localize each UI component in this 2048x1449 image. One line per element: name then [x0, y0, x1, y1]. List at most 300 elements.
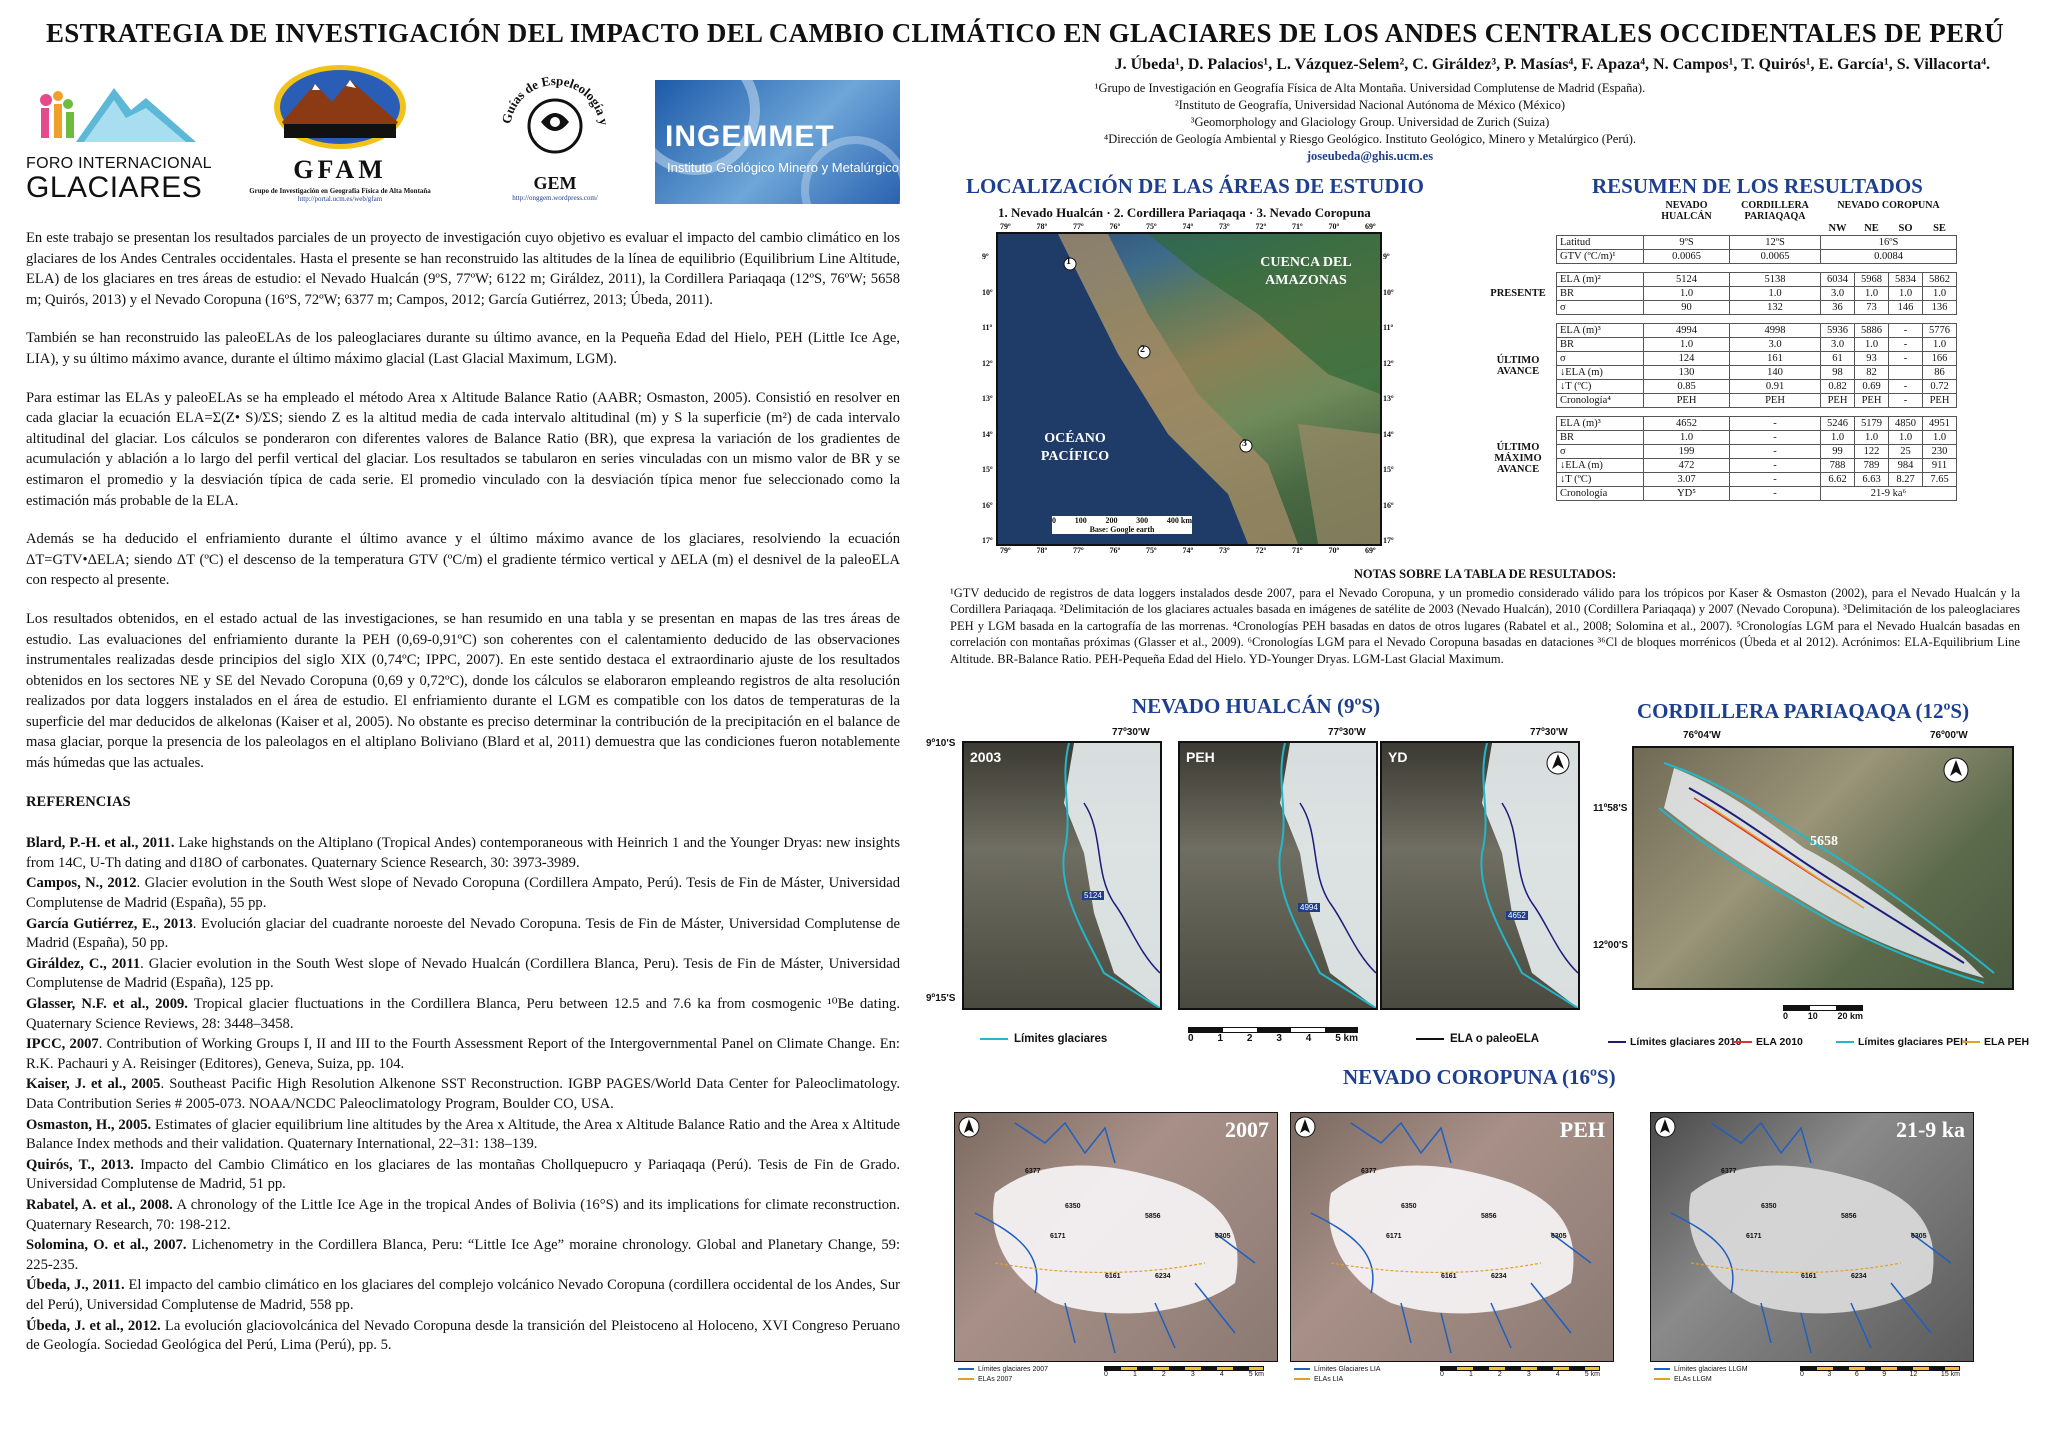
- legend-label: Límites glaciares 2010: [1630, 1036, 1742, 1048]
- hualcan-title: NEVADO HUALCÁN (9ºS): [1132, 694, 1381, 718]
- latitude-tick-right: 15º: [1383, 465, 1394, 474]
- scale-tick: 3: [1190, 1371, 1195, 1378]
- hualcan-lat-top: 9º10'S: [926, 738, 956, 749]
- table-cell: PRESENTE: [1490, 288, 1546, 299]
- mountain-icon: [26, 70, 216, 150]
- longitude-tick-bottom: 76º: [1109, 546, 1121, 555]
- affiliation-2: ²Instituto de Geografía, Universidad Nacional Autónoma de México (México): [1174, 98, 1566, 112]
- table-cell: [1557, 222, 1644, 236]
- scale-tick: 200: [1105, 516, 1118, 525]
- scale-tick: 0: [1104, 1371, 1108, 1378]
- table-row: [1480, 236, 1957, 250]
- reference-text: . Evolución glaciar del cuadrante noroeste del Nevado Coropuna. Tesis de Fin de Máster, Universidad Complutense de Madrid (España), 50 pp.: [26, 915, 900, 952]
- foro-line2: GLACIARES: [26, 171, 203, 204]
- pariaqaqa-legend-item: [1734, 1036, 1803, 1048]
- map-scale: [1052, 516, 1192, 534]
- affiliation-4: ⁴Dirección de Geología Ambiental y Riesgo Geológico. Instituto Geológico, Minero y Metalúrgico (Perú).: [1103, 132, 1637, 146]
- table-cell: -: [1730, 445, 1821, 459]
- table-cell: 1.0: [1923, 431, 1957, 445]
- coropuna-peak-label: 6171: [1050, 1233, 1066, 1240]
- longitude-tick-top: 78º: [1036, 222, 1048, 231]
- table-cell: -: [1730, 417, 1821, 431]
- table-cell: 132: [1730, 301, 1821, 315]
- reference-item: [26, 1075, 900, 1114]
- legend-item: [1294, 1375, 1381, 1385]
- hualcan-legend-limits: [980, 1033, 1107, 1045]
- reference-text: Tropical glacier fluctuations in the Cordillera Blanca, Peru between 12.5 and 7.6 ka from cosmogenic ¹⁰Be dating. Quaternary Science Reviews, 28: 3448–3458.: [26, 996, 901, 1032]
- table-cell: 472: [1644, 459, 1730, 473]
- table-row: [1480, 250, 1957, 264]
- table-cell: NW: [1828, 223, 1847, 234]
- legend-label: ELA 2010: [1756, 1036, 1803, 1048]
- reference-text: A chronology of the Little Ice Age in the tropical Andes of Bolivia (16°S) and its implications for climate reconstruction. Quaternary Research, 70: 198-212.: [26, 1196, 901, 1233]
- table-cell: Latitud: [1557, 236, 1644, 250]
- reference-authors: Kaiser, J. et al., 2005: [26, 1076, 161, 1093]
- longitude-tick-top: 74º: [1182, 222, 1194, 231]
- pariaqaqa-legend-item: [1962, 1036, 2029, 1048]
- table-cell: 1.0: [1644, 338, 1730, 352]
- scale-tick: 20 km: [1837, 1011, 1863, 1021]
- pariaqaqa-title: CORDILLERA PARIAQAQA (12ºS): [1637, 699, 1970, 723]
- table-notes: [950, 566, 2020, 668]
- reference-text: . Glacier evolution in the South West slope of Nevado Coropuna (Cordillera Ampato, Perú). Tesis de Fin de Máster, Universidad Complutense de Madrid (España), 55 pp.: [26, 875, 900, 912]
- longitude-tick-top: 69º: [1365, 222, 1376, 231]
- reference-text: La evolución glaciovolcánica del Nevado Coropuna desde la transición del Pleistoceno al Holoceno, XVI Congreso Peruano de Geología. Sociedad Geológica del Perú, Lima (Perú), pp. 5.: [26, 1317, 901, 1354]
- table-cell: 4850: [1889, 417, 1923, 431]
- ingemmet-logo: [655, 80, 900, 204]
- reference-authors: Campos, N., 2012: [26, 875, 137, 892]
- table-cell: 7.65: [1923, 473, 1957, 487]
- table-cell: 1.0: [1923, 287, 1957, 301]
- hualcan-map-panel: [962, 741, 1162, 1010]
- longitude-tick-bottom: 75º: [1146, 546, 1157, 555]
- scale-tick: 400 km: [1166, 516, 1192, 525]
- longitude-tick-bottom: 73º: [1219, 546, 1230, 555]
- paragraph-paleoela: También se han reconstruido las paleoELAs de los paleoglaciares durante su último avance, en la Pequeña Edad del Hielo, PEH (Little Ice Age, LIA), y su último máximo avance, durante el último máximo glacial (Last Glacial Maximum, LGM).: [26, 330, 900, 367]
- reference-authors: Osmaston, H., 2005.: [26, 1116, 152, 1133]
- table-cell: 1.0: [1855, 287, 1889, 301]
- legend-line-icon: [1962, 1041, 1980, 1043]
- paragraph-results: Los resultados obtenidos, en el estado actual de las investigaciones, se han resumido en una tabla y se presentan en mapas de las tres áreas de estudio. Las evaluaciones del enfriamiento durante la PEH (0,69-0,91ºC) son coherentes con el calentamiento deducido de las observaciones instrumentales realizadas desde principios del siglo XIX (0,74ºC; IPPC, 2007). En este sentido destaca el extraordinario ajuste de los resultados obtenidos en los sectores NE y SE del Nevado Coropuna (0,69 y 0,72ºC), donde los cálculos se elaboraron empleando registros de alta resolución realizados por data loggers instalados en el área de estudio. El enfriamiento durante el LGM es compatible con los datos de temperaturas de la superficie del mar deducidos de alkelonas (Kaiser et al, 2005). No obstante es preciso determinar la contribución de la precipitación en el balance de masa glaciar, porque la presencia de los paleolagos en el altiplano Boliviano (Blard et al, 2011) demuestra que las condiciones fueron notablemente más húmedas que las actuales.: [26, 610, 900, 772]
- legend-line-icon: [1654, 1378, 1670, 1380]
- scale-ticks: [1104, 1371, 1264, 1378]
- coropuna-peak-label: 6171: [1746, 1233, 1762, 1240]
- coropuna-map-panel: [1650, 1112, 1974, 1362]
- location-map: [996, 232, 1382, 546]
- gfam-subtitle: Grupo de Investigación en Geografía Física de Alta Montaña: [249, 187, 431, 195]
- table-cell: -: [1889, 352, 1923, 366]
- table-cell: 5776: [1923, 324, 1957, 338]
- table-cell: 90: [1644, 301, 1730, 315]
- scale-tick: 5 km: [1335, 1033, 1358, 1044]
- table-cell: ELA (m)³: [1557, 324, 1644, 338]
- scale-ticks: [1800, 1371, 1960, 1378]
- hualcan-ela-label: 4652: [1508, 911, 1526, 920]
- legend-line-icon: [1734, 1041, 1752, 1043]
- hualcan-scale: [1188, 1027, 1358, 1044]
- latitude-tick-left: 15º: [982, 465, 993, 474]
- table-cell: CORDILLERA PARIAQAQA: [1741, 200, 1809, 222]
- scale-tick: 1: [1468, 1371, 1473, 1378]
- reference-text: Lake highstands on the Altiplano (Tropical Andes) contemporaneous with Heinrich 1 and the Younger Dryas: new insights from 14C, U-Th dating and d18O of carbonates. Quaternary Science Research, 30: 3973-3989.: [26, 835, 900, 871]
- reference-item: [26, 1196, 900, 1235]
- reference-text: El impacto del cambio climático en los glaciares del complejo volcánico Nevado Coropuna (cordillera occidental de los Andes, Sur del Perú), Universidad Complutense de Madrid, 558 pp.: [26, 1277, 900, 1313]
- longitude-tick-bottom: 72º: [1255, 546, 1267, 555]
- scale-tick: 100: [1074, 516, 1087, 525]
- table-cell: 86: [1923, 366, 1957, 380]
- table-row: [1480, 222, 1957, 236]
- table-cell: 21-9 ka⁶: [1821, 487, 1957, 501]
- longitude-tick-top: 72º: [1255, 222, 1267, 231]
- table-cell: 130: [1644, 366, 1730, 380]
- table-cell: 124: [1644, 352, 1730, 366]
- table-cell: 911: [1923, 459, 1957, 473]
- reference-text: . Glacier evolution in the South West slope of Nevado Hualcán (Cordillera Blanca, Peru). Tesis de Fin de Máster, Universidad Complutense de Madrid (España), 125 pp.: [26, 955, 900, 992]
- pariaqaqa-lon-2: 76º00'W: [1930, 730, 1968, 741]
- table-cell: [1480, 200, 1557, 222]
- legend-item: [958, 1375, 1048, 1385]
- table-cell: 1.0: [1644, 287, 1730, 301]
- table-cell: SO: [1898, 223, 1913, 234]
- table-cell: -: [1730, 459, 1821, 473]
- table-cell: GTV (ºC/m)¹: [1557, 250, 1644, 264]
- legend-label: ELAs LLGM: [1674, 1376, 1712, 1383]
- scale-tick: 0: [1783, 1011, 1789, 1021]
- gem-arc-text: Guías de Espeleología y: [498, 72, 612, 127]
- longitude-tick-bottom: 77º: [1073, 546, 1084, 555]
- foro-line1: FORO INTERNACIONAL: [26, 155, 212, 172]
- pariaqaqa-lat-1: 11º58'S: [1593, 803, 1628, 814]
- map-point-1: 1: [1066, 256, 1071, 267]
- table-cell: 0.91: [1730, 380, 1821, 394]
- longitude-tick-top: 75º: [1146, 222, 1157, 231]
- table-cell: [1480, 315, 1923, 324]
- scale-ticks: [1188, 1033, 1358, 1044]
- coropuna-legend: [1294, 1365, 1381, 1385]
- longitude-tick-top: 79º: [1000, 222, 1011, 231]
- table-cell: [1557, 200, 1644, 222]
- notes-text: ¹GTV deducido de registros de data loggers instalados desde 2007, para el Nevado Coropuna, y un promedio considerado válido para los trópicos por Kaser & Osmaston (2002), para el Nevado Hualcán y la Cordillera Pariaqaqa. ²Delimitación de los glaciares actuales basada en imágenes de satélite de 2003 (Nevado Hualcán), 2010 (Cordillera Pariaqaqa) y 2007 (Nevado Coropuna). ³Delimitación de los paleoglaciares PEH y LGM basada en la cartografía de las morrenas. ⁴Cronologías PEH basadas en datos de otros lugares (Rabatel et al., 2008; Solomina et al., 2007). ⁵Cronologías LGM para el Nevado Hualcán basadas en correlación con montañas próximas (Glasser et al., 2009). ⁶Cronologías LGM para el Nevado Coropuna basadas en dataciones ³⁶Cl de bloques morrénicos (Úbeda et al 2012). Acrónimos: ELA-Equilibrium Line Altitude. BR-Balance Ratio. PEH-Pequeña Edad del Hielo. YD-Younger Dryas. LGM-Last Glacial Maximum.: [950, 585, 2020, 666]
- scale-tick: 4: [1555, 1371, 1560, 1378]
- coropuna-peak-label: 5856: [1841, 1213, 1857, 1220]
- table-row: [1480, 315, 1957, 324]
- pariaqaqa-scale: [1783, 1005, 1863, 1021]
- coropuna-map-panel: [1290, 1112, 1614, 1362]
- label-oceano: OCÉANO PACÍFICO: [1040, 431, 1110, 464]
- table-cell: 98: [1821, 366, 1855, 380]
- coropuna-peak-label: 6305: [1911, 1233, 1927, 1240]
- legend-label: Límites glaciares: [1014, 1033, 1108, 1045]
- scale-tick: 0: [1052, 516, 1056, 525]
- table-cell: SE: [1933, 223, 1946, 234]
- table-cell: 99: [1821, 445, 1855, 459]
- coropuna-peak-label: 6350: [1401, 1203, 1417, 1210]
- scale-tick: 0: [1188, 1033, 1194, 1044]
- map-base-credit: Base: Google earth: [1089, 525, 1155, 534]
- scale-ticks: [1783, 1011, 1863, 1021]
- table-cell: [1889, 366, 1923, 380]
- table-cell: PEH: [1730, 394, 1821, 408]
- table-cell: 8.27: [1889, 473, 1923, 487]
- coropuna-scale: [1440, 1366, 1600, 1378]
- table-cell: 230: [1923, 445, 1957, 459]
- longitude-tick-top: 70º: [1328, 222, 1340, 231]
- scale-tick: 10: [1807, 1011, 1818, 1021]
- table-row: [1480, 417, 1957, 431]
- table-cell: 788: [1821, 459, 1855, 473]
- table-cell: BR: [1557, 431, 1644, 445]
- table-cell: 0.69: [1855, 380, 1889, 394]
- table-cell: ÚLTIMO AVANCE: [1496, 354, 1540, 377]
- legend-line-icon: [958, 1368, 974, 1370]
- table-cell: 6.62: [1821, 473, 1855, 487]
- hualcan-panel-label: 2003: [970, 749, 1002, 765]
- legend-line-icon: [958, 1378, 974, 1380]
- coropuna-peak-label: 5856: [1145, 1213, 1161, 1220]
- table-cell: ELA (m)²: [1557, 273, 1644, 287]
- authors: J. Úbeda¹, D. Palacios¹, L. Vázquez-Selem², C. Giráldez³, P. Masías⁴, F. Apaza⁴, N. Campos¹, T. Quirós¹, E. García¹, S. Villacorta⁴.: [1114, 56, 1990, 73]
- hualcan-glacier-outline-icon: [964, 743, 1160, 1008]
- longitude-tick-bottom: 70º: [1328, 546, 1340, 555]
- table-cell: 3.0: [1821, 287, 1855, 301]
- legend-label: Límites glaciares LLGM: [1674, 1366, 1748, 1373]
- reference-list: [26, 834, 900, 1355]
- scale-tick: 5 km: [1248, 1371, 1264, 1378]
- reference-item: [26, 874, 900, 913]
- table-cell: 122: [1855, 445, 1889, 459]
- legend-label: Límites Glaciares LIA: [1314, 1366, 1381, 1373]
- reference-authors: Úbeda, J. et al., 2012.: [26, 1317, 161, 1334]
- table-cell: 4998: [1730, 324, 1821, 338]
- coropuna-panel-label: 21-9 ka: [1895, 1117, 1965, 1142]
- table-cell: ↓T (ºC): [1557, 473, 1644, 487]
- scale-tick: 2: [1161, 1371, 1166, 1378]
- pariaqaqa-map: [1632, 746, 2014, 990]
- coropuna-peak-label: 6161: [1801, 1273, 1817, 1280]
- coropuna-title: NEVADO COROPUNA (16ºS): [1343, 1065, 1616, 1089]
- table-cell: [1480, 250, 1557, 264]
- table-cell: 136: [1923, 301, 1957, 315]
- hualcan-lon: 77º30'W: [1112, 727, 1150, 738]
- table-cell: NEVADO HUALCÁN: [1661, 200, 1712, 222]
- coropuna-peak-label: 6171: [1386, 1233, 1402, 1240]
- reference-item: [26, 1116, 900, 1155]
- notes-title: NOTAS SOBRE LA TABLA DE RESULTADOS:: [1353, 567, 1617, 581]
- coropuna-map-panel: [954, 1112, 1278, 1362]
- table-cell: 1.0: [1855, 338, 1889, 352]
- table-cell: 25: [1889, 445, 1923, 459]
- scale-tick: 4: [1305, 1033, 1312, 1044]
- reference-authors: Glasser, N.F. et al., 2009.: [26, 996, 188, 1012]
- table-cell: ↓ELA (m): [1557, 459, 1644, 473]
- legend-line-icon: [1654, 1368, 1670, 1370]
- reference-authors: Rabatel, A. et al., 2008.: [26, 1196, 173, 1213]
- table-cell: [1480, 264, 1923, 273]
- hualcan-legend-ela: [1416, 1033, 1539, 1045]
- hualcan-glacier-outline-icon: [1180, 743, 1376, 1008]
- scale-tick: 12: [1909, 1371, 1918, 1378]
- table-cell: BR: [1557, 287, 1644, 301]
- table-cell: [1480, 408, 1923, 417]
- ingemmet-subtitle: Instituto Geológico Minero y Metalúrgico: [667, 160, 899, 175]
- reference-text: . Contribution of Working Groups I, II and III to the Fourth Assessment Report of the Intergovernmental Panel on Climate Change. En: R.K. Pachauri y A. Reisinger (Editores), Geneva, Suiza, pp. 104.: [26, 1036, 900, 1072]
- scale-tick: 300: [1136, 516, 1149, 525]
- legend-label: ELA o paleoELA: [1450, 1033, 1540, 1045]
- scale-tick: 5 km: [1584, 1371, 1600, 1378]
- gfam-emblem-icon: [270, 62, 410, 152]
- pariaqaqa-lon-1: 76º04'W: [1683, 730, 1721, 741]
- longitude-tick-bottom: 79º: [1000, 546, 1011, 555]
- latitude-tick-right: 14º: [1383, 429, 1394, 439]
- table-cell: 166: [1923, 352, 1957, 366]
- results-table-grid: [1480, 200, 1957, 501]
- table-cell: 1.0: [1855, 431, 1889, 445]
- affiliations: [960, 80, 1780, 165]
- latitude-tick-left: 17º: [982, 536, 993, 545]
- scale-tick: 6: [1854, 1371, 1859, 1378]
- table-cell: -: [1889, 338, 1923, 352]
- coropuna-peak-label: 6350: [1761, 1203, 1777, 1210]
- legend-label: Límites glaciares 2007: [978, 1366, 1049, 1373]
- map-point-2: 2: [1140, 344, 1145, 355]
- table-cell: YD⁵: [1644, 487, 1730, 501]
- longitude-tick-bottom: 71º: [1292, 546, 1303, 555]
- longitude-tick-bottom: 74º: [1182, 546, 1194, 555]
- hualcan-panel-label: PEH: [1186, 749, 1215, 765]
- legend-item: [1654, 1375, 1748, 1385]
- scale-tick: 4: [1219, 1371, 1224, 1378]
- coropuna-peak-label: 6161: [1105, 1273, 1121, 1280]
- affiliation-1: ¹Grupo de Investigación en Geografía Física de Alta Montaña. Universidad Complutense de Madrid (España).: [1094, 81, 1646, 95]
- scale-tick: 9: [1882, 1371, 1887, 1378]
- coropuna-peak-label: 6161: [1441, 1273, 1457, 1280]
- coropuna-peak-label: 6350: [1065, 1203, 1081, 1210]
- table-cell: 5246: [1821, 417, 1855, 431]
- longitude-tick-bottom: 69º: [1365, 546, 1376, 555]
- scale-tick: 0: [1800, 1371, 1804, 1378]
- references-heading: REFERENCIAS: [26, 793, 131, 810]
- reference-item: [26, 1236, 900, 1275]
- reference-text: Estimates of glacier equilibrium line altitudes by the Area x Altitude, the Area x Altitude Balance Ratio and the Area x Altitude Balance Index methods and their validation. Quaternary International, 22–31: 138–139.: [26, 1116, 900, 1153]
- table-cell: 1.0: [1821, 431, 1855, 445]
- table-cell: 3.07: [1644, 473, 1730, 487]
- longitude-tick-top: 73º: [1219, 222, 1230, 231]
- reference-item: [26, 955, 900, 994]
- table-cell: 16ºS: [1821, 236, 1957, 250]
- legend-label: ELAs 2007: [978, 1376, 1013, 1383]
- table-cell: 161: [1730, 352, 1821, 366]
- gem-emblem-icon: [495, 60, 615, 180]
- table-cell: 6.63: [1855, 473, 1889, 487]
- pariaqaqa-glacier-outlines-icon: [1634, 748, 2012, 988]
- table-row: [1480, 324, 1957, 338]
- table-cell: 6034: [1821, 273, 1855, 287]
- poster-title: ESTRATEGIA DE INVESTIGACIÓN DEL IMPACTO DEL CAMBIO CLIMÁTICO EN GLACIARES DE LOS ANDES CENTRALES OCCIDENTALES DE PERÚ: [46, 18, 2004, 48]
- table-cell: 984: [1889, 459, 1923, 473]
- coropuna-peak-label: 6305: [1551, 1233, 1567, 1240]
- legend-label: ELAs LIA: [1314, 1376, 1344, 1383]
- gfam-url[interactable]: http://portal.ucm.es/web/gfam: [297, 195, 383, 203]
- table-cell: σ: [1557, 301, 1644, 315]
- table-cell: PEH: [1855, 394, 1889, 408]
- table-cell: -: [1730, 487, 1821, 501]
- table-cell: ↓T (ºC): [1557, 380, 1644, 394]
- table-cell: 0.0084: [1821, 250, 1957, 264]
- coropuna-peak-label: 6305: [1215, 1233, 1231, 1240]
- pariaqaqa-legend-item: [1608, 1036, 1742, 1048]
- table-row: [1480, 273, 1957, 287]
- gem-logo: [490, 60, 620, 210]
- table-cell: 3.0: [1730, 338, 1821, 352]
- latitude-tick-left: 14º: [982, 429, 993, 439]
- table-cell: PEH: [1923, 394, 1957, 408]
- paragraph-cooling: Además se ha deducido el enfriamiento durante el último avance y el último máximo avance de los glaciares, resolviendo la ecuación ΔT=GTV•ΔELA; siendo ΔT (ºC) el descenso de la temperatura GTV (ºC/m) el gradiente térmico vertical y ΔELA (m) el desnivel de la paleoELA con respecto al presente.: [26, 531, 900, 589]
- pariaqaqa-lat-2: 12º00'S: [1593, 940, 1628, 951]
- table-cell: 0.72: [1923, 380, 1957, 394]
- latitude-tick-right: 17º: [1383, 536, 1394, 545]
- coropuna-peak-label: 6234: [1851, 1273, 1867, 1280]
- table-cell: 5968: [1855, 273, 1889, 287]
- table-cell: 82: [1855, 366, 1889, 380]
- reference-text: Lichenometry in the Cordillera Blanca, Peru: “Little Ice Age” moraine chronology. Global and Planetary Change, 59: 225-235.: [26, 1237, 901, 1273]
- table-cell: NE: [1864, 223, 1879, 234]
- table-cell: 4994: [1644, 324, 1730, 338]
- hualcan-panel-label: YD: [1388, 749, 1408, 765]
- table-cell: 4951: [1923, 417, 1957, 431]
- coropuna-legend: [958, 1365, 1048, 1385]
- coropuna-peak-label: 6377: [1025, 1168, 1041, 1175]
- table-cell: Cronología⁴: [1557, 394, 1644, 408]
- legend-item: [1654, 1365, 1748, 1375]
- table-cell: 5124: [1644, 273, 1730, 287]
- table-cell: -: [1889, 394, 1923, 408]
- pariaqaqa-peak: 5658: [1810, 834, 1838, 849]
- table-cell: 5936: [1821, 324, 1855, 338]
- table-cell: PEH: [1644, 394, 1730, 408]
- table-cell: 5834: [1889, 273, 1923, 287]
- table-cell: 61: [1821, 352, 1855, 366]
- table-cell: [1730, 222, 1821, 236]
- coropuna-peak-label: 6377: [1721, 1168, 1737, 1175]
- reference-authors: Úbeda, J., 2011.: [26, 1277, 125, 1294]
- legend-line-icon: [1294, 1368, 1310, 1370]
- table-cell: NEVADO COROPUNA: [1837, 200, 1940, 211]
- reference-item: [26, 834, 900, 873]
- legend-line-icon: [1836, 1041, 1854, 1043]
- label-amazonas: CUENCA DEL AMAZONAS: [1260, 255, 1352, 288]
- hualcan-lat-bottom: 9º15'S: [926, 993, 956, 1004]
- scale-tick: 1: [1217, 1033, 1223, 1044]
- localizacion-title: LOCALIZACIÓN DE LAS ÁREAS DE ESTUDIO: [966, 174, 1425, 198]
- coropuna-panel-label: 2007: [1225, 1117, 1269, 1142]
- table-row: [1480, 408, 1957, 417]
- table-cell: [1644, 222, 1730, 236]
- table-cell: -: [1889, 380, 1923, 394]
- gem-url[interactable]: http://onggem.wordpress.com/: [512, 194, 598, 202]
- hualcan-lon: 77º30'W: [1328, 727, 1366, 738]
- latitude-tick-left: 13º: [982, 394, 993, 403]
- paragraph-intro: En este trabajo se presentan los resultados parciales de un proyecto de investigación cuyo objetivo es evaluar el impacto del cambio climático en los glaciares de los Andes Centrales occidentales. Hasta el presente se han reconstruido las altitudes de la línea de equilibrio (Equilibrium Line Altitude, ELA) de los glaciares en tres áreas de estudio: el Nevado Hualcán (9ºS, 77ºW; 6122 m; Giráldez, 2011), la Cordillera Pariaqaqa (12ºS, 76ºW; 5658 m; Quirós, 2013) y el Nevado Coropuna (16ºS, 72ºW; 6377 m; Campos, 2012; García Gutiérrez, 2013; Úbeda, 2011).: [26, 230, 900, 308]
- table-cell: 36: [1821, 301, 1855, 315]
- table-cell: 5138: [1730, 273, 1821, 287]
- reference-item: [26, 1317, 900, 1356]
- latitude-tick-right: 16º: [1383, 500, 1394, 510]
- table-cell: -: [1730, 431, 1821, 445]
- contact-email[interactable]: joseubeda@ghis.ucm.es: [1306, 149, 1434, 163]
- coropuna-peak-label: 6377: [1361, 1168, 1377, 1175]
- scale-tick: 3: [1827, 1371, 1832, 1378]
- body-text: [26, 228, 900, 1357]
